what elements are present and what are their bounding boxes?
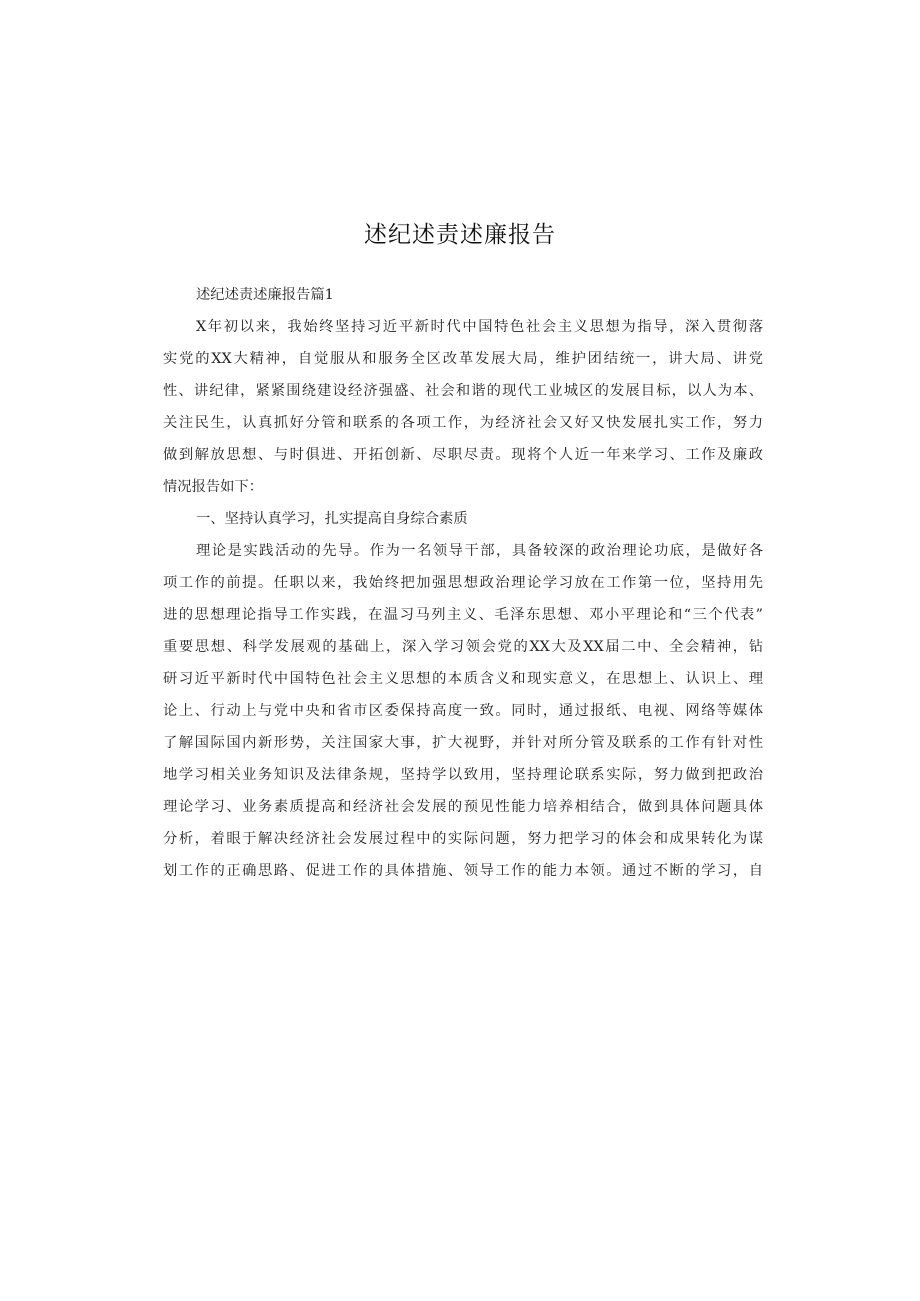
paragraph-line: 进的思想理论指导工作实践，在温习马列主义、毛泽东思想、邓小平理论和“三个代表” bbox=[163, 607, 763, 623]
section-heading: 述纪述责述廉报告篇1 bbox=[196, 287, 334, 303]
section-heading: 一、坚持认真学习，扎实提高自身综合素质 bbox=[196, 511, 468, 527]
paragraph-line: 了解国际国内新形势，关注国家大事，扩大视野，并针对所分管及联系的工作有针对性 bbox=[163, 735, 763, 751]
paragraph-line: 做到解放思想、与时俱进、开拓创新、尽职尽责。现将个人近一年来学习、工作及廉政 bbox=[163, 447, 763, 463]
document-title: 述纪述责述廉报告 bbox=[364, 222, 556, 248]
paragraph-line: 理论是实践活动的先导。作为一名领导干部，具备较深的政治理论功底，是做好各 bbox=[196, 543, 763, 559]
paragraph-line: 研习近平新时代中国特色社会主义思想的本质含义和现实意义，在思想上、认识上、理 bbox=[163, 671, 763, 687]
paragraph-line: 理论学习、业务素质提高和经济社会发展的预见性能力培养相结合，做到具体问题具体 bbox=[163, 799, 763, 815]
paragraph-line: 情况报告如下： bbox=[163, 479, 264, 495]
paragraph-line: 项工作的前提。任职以来，我始终把加强思想政治理论学习放在工作第一位，坚持用先 bbox=[163, 575, 763, 591]
paragraph-line: 划工作的正确思路、促进工作的具体措施、领导工作的能力本领。通过不断的学习，自 bbox=[163, 863, 763, 879]
paragraph-line: 实党的XX大精神，自觉服从和服务全区改革发展大局，维护团结统一，讲大局、讲党 bbox=[163, 351, 763, 367]
paragraph-line: 分析，着眼于解决经济社会发展过程中的实际问题，努力把学习的体会和成果转化为谋 bbox=[163, 831, 763, 847]
paragraph-line: 地学习相关业务知识及法律条规，坚持学以致用，坚持理论联系实际，努力做到把政治 bbox=[163, 767, 763, 783]
paragraph-line: 性、讲纪律，紧紧围绕建设经济强盛、社会和谐的现代工业城区的发展目标，以人为本、 bbox=[163, 383, 763, 399]
paragraph-line: X年初以来，我始终坚持习近平新时代中国特色社会主义思想为指导，深入贯彻落 bbox=[196, 319, 763, 335]
paragraph-line: 重要思想、科学发展观的基础上，深入学习领会党的XX大及XX届二中、全会精神，钻 bbox=[163, 639, 763, 655]
paragraph-line: 关注民生，认真抓好分管和联系的各项工作，为经济社会又好又快发展扎实工作，努力 bbox=[163, 415, 763, 431]
paragraph-line: 论上、行动上与党中央和省市区委保持高度一致。同时，通过报纸、电视、网络等媒体 bbox=[163, 703, 763, 719]
